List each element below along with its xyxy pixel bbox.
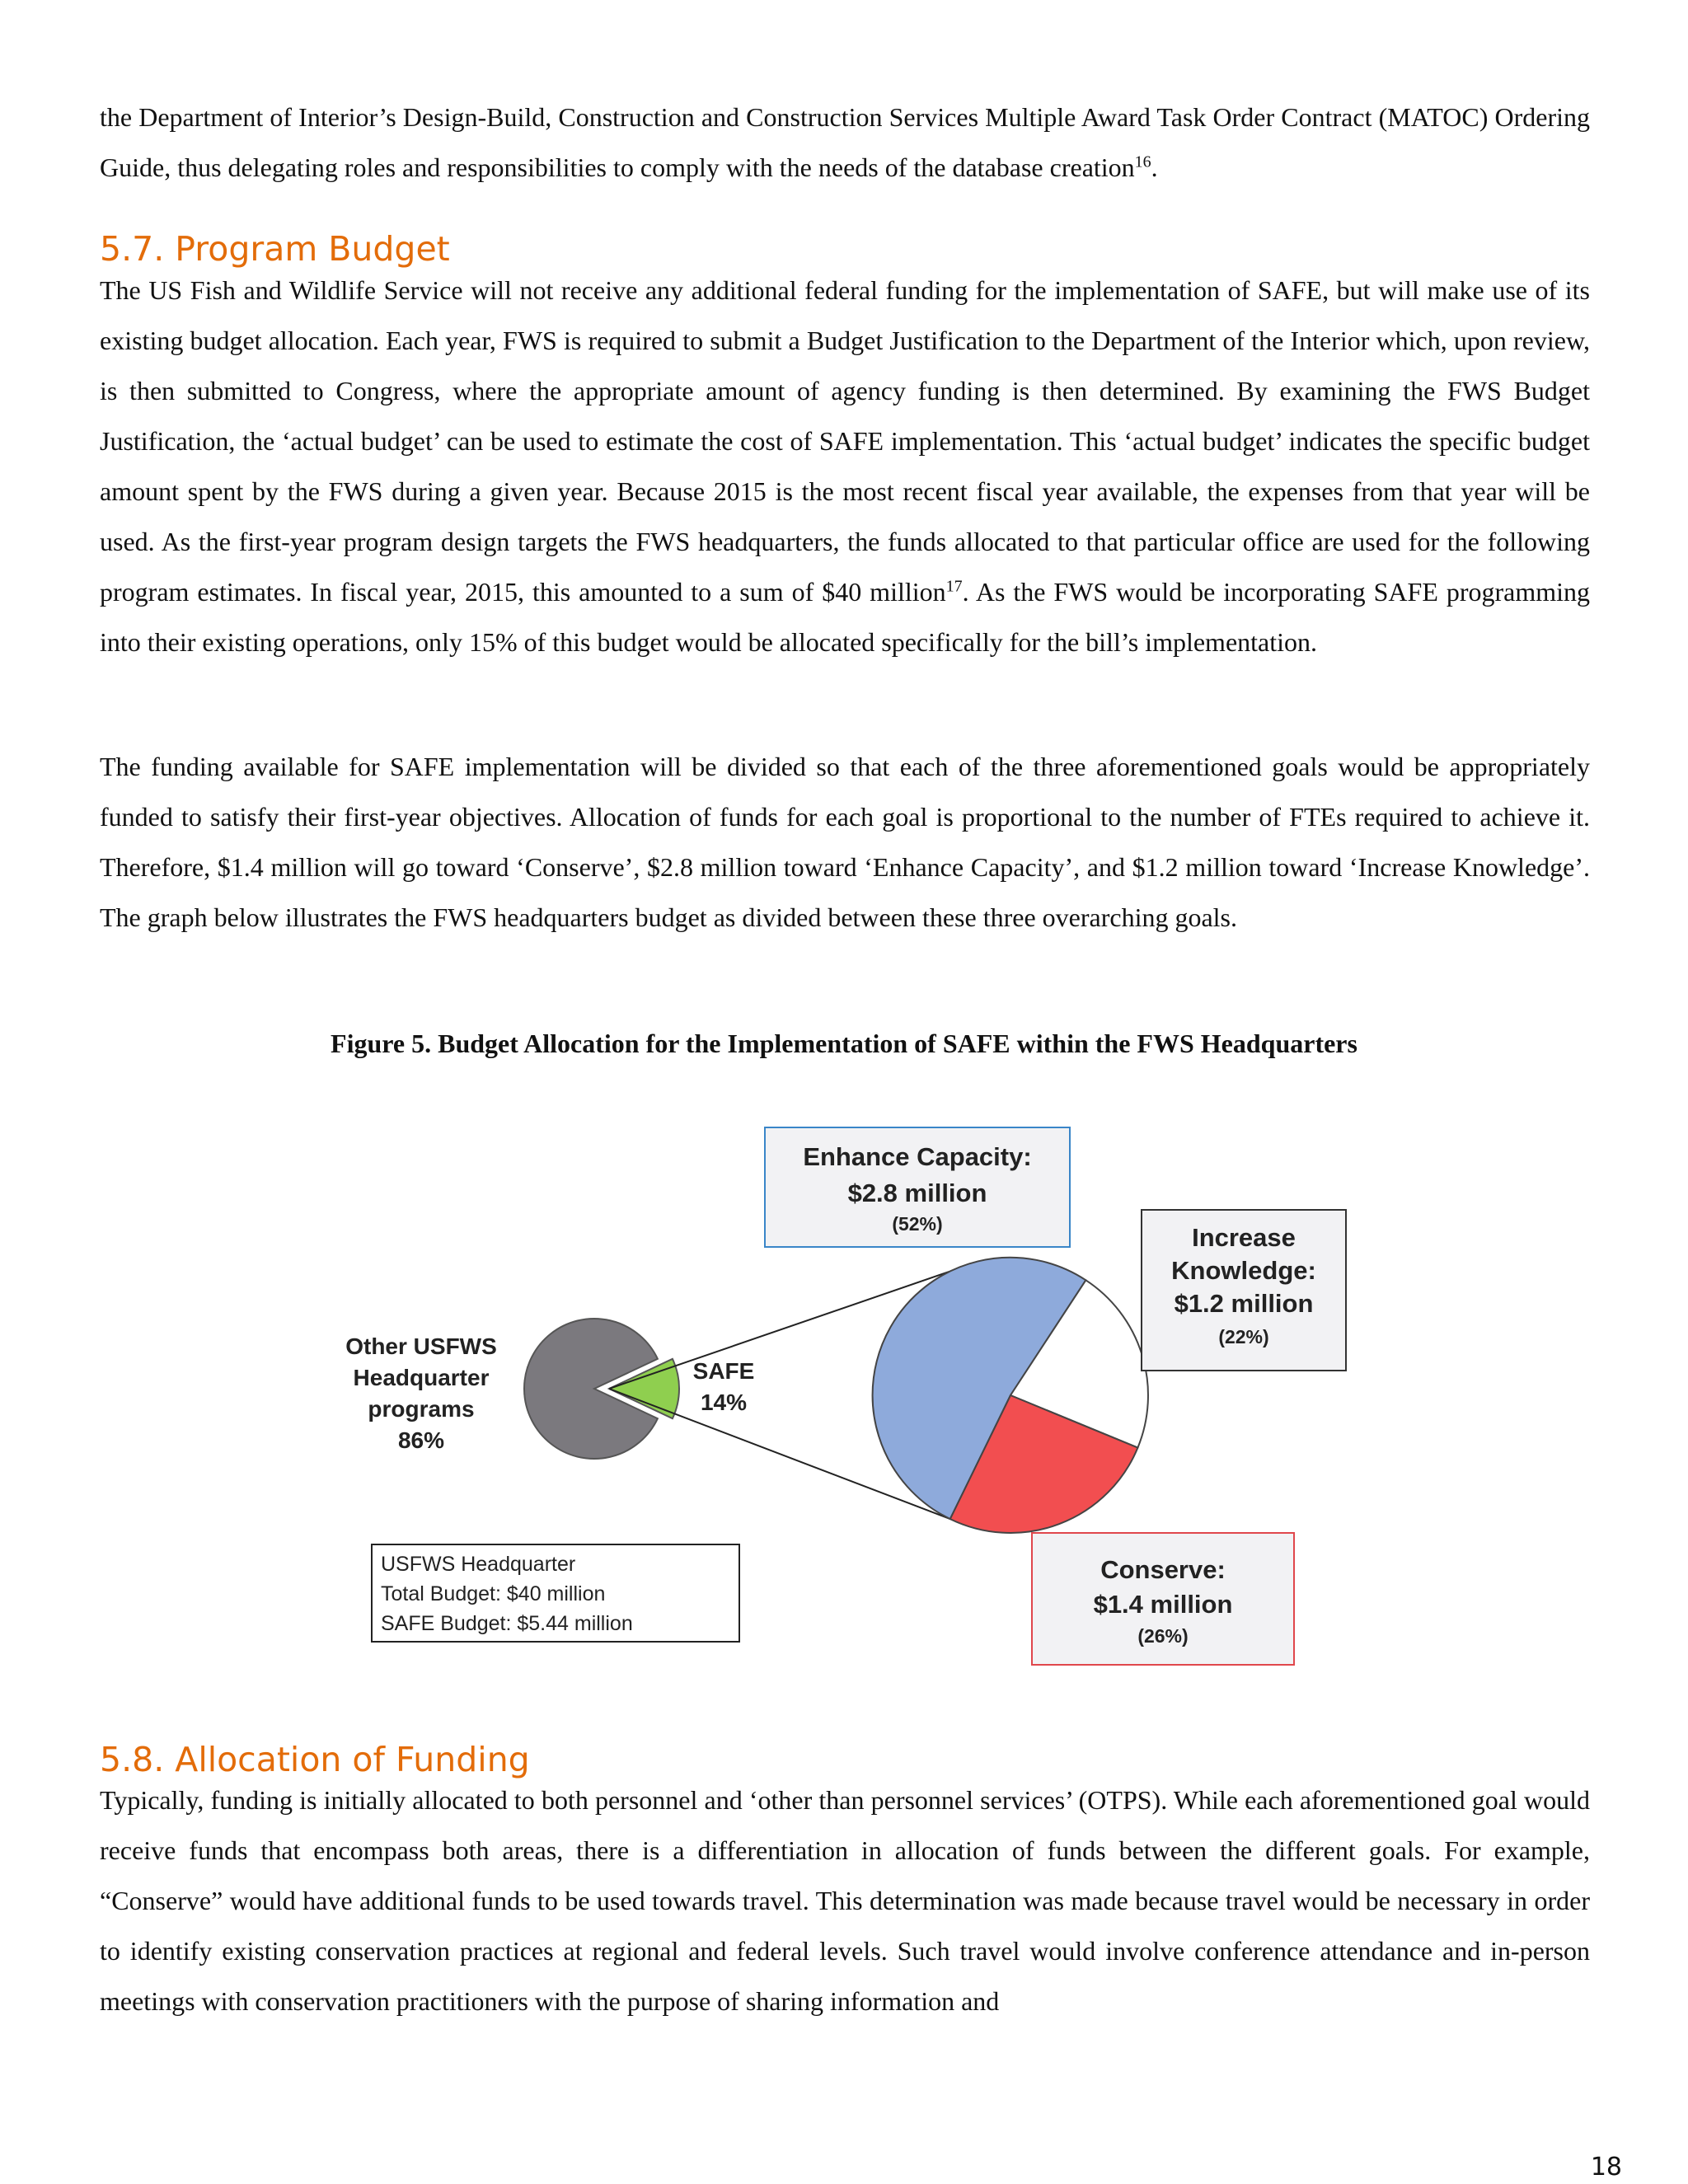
label-other-percent: 86% — [397, 1427, 445, 1453]
program-budget-paragraph-2: The funding available for SAFE implementation will be divided so that each of the three aforementioned goals would be appropriately funded to satisfy their first-year objectives. Allocation of funds for each goal is proportional to the number of FTEs required to achieve it. Therefore, $1.4 million will go toward ‘Conserve’, $2.8 million toward ‘Enhance Capacity’, and $1.2 million toward ‘Increase Knowledge’. The graph below illustrates the FWS headquarters budget as divided between these three overarching goals. — [100, 752, 1590, 932]
enhance-title: Enhance Capacity: — [803, 1142, 1032, 1171]
program-budget-paragraph-1 — [100, 265, 1590, 668]
figure-caption: Figure 5. Budget Allocation for the Implementation of SAFE within the FWS Headquarters — [331, 1029, 1357, 1058]
label-other-line3: programs — [368, 1396, 475, 1422]
footnote-ref-16[interactable]: 16 — [1134, 152, 1151, 171]
page-number: 18 — [1590, 2153, 1622, 2182]
label-safe-name: SAFE — [692, 1358, 755, 1384]
budget-pie-figure — [0, 1104, 1688, 1681]
intro-text: the Department of Interior’s Design-Build, Construction and Construction Services Multiple Award Task Order Contract (MATOC) Ordering Guide, thus delegating roles and responsibilities to comply with the needs of the database creation — [100, 102, 1590, 182]
budget-box-line1: USFWS Headquarter — [381, 1553, 576, 1576]
conserve-title: Conserve: — [1100, 1555, 1226, 1584]
increase-line2: Knowledge: — [1171, 1256, 1316, 1285]
footnote-ref-17[interactable]: 17 — [945, 577, 963, 596]
section-heading-allocation-of-funding: 5.8. Allocation of Funding — [100, 1740, 530, 1779]
label-other-line2: Headquarter — [353, 1365, 490, 1390]
intro-end: . — [1151, 152, 1158, 182]
label-safe-percent: 14% — [700, 1390, 748, 1415]
enhance-amount: $2.8 million — [847, 1179, 987, 1207]
budget-box-line2: Total Budget: $40 million — [381, 1582, 606, 1605]
increase-amount: $1.2 million — [1174, 1289, 1314, 1318]
section-heading-program-budget: 5.7. Program Budget — [100, 229, 450, 269]
increase-line1: Increase — [1192, 1223, 1296, 1252]
allocation-paragraph: Typically, funding is initially allocated to both personnel and ‘other than personnel services’ (OTPS). While each aforementioned goal would receive funds that encompass both areas, there is a differentiation in allocation of funds between the different goals. For example, “Conserve” would have additional funds to be used towards travel. This determination was made because travel would be necessary in order to identify existing conservation practices at regional and federal levels. Such travel would involve conference attendance and in-person meetings with conservation practitioners with the purpose of sharing information and — [100, 1785, 1590, 2016]
conserve-amount: $1.4 million — [1093, 1590, 1233, 1619]
increase-percent: (22%) — [1218, 1326, 1269, 1347]
program-budget-text-2: . As the FWS would be incorporating SAFE programming into their existing operations, only 15% of this budget would be allocated specifically for the bill’s implementation. — [100, 577, 1591, 657]
budget-box-line3: SAFE Budget: $5.44 million — [381, 1612, 633, 1635]
enhance-percent: (52%) — [892, 1213, 943, 1235]
label-other-line1: Other USFWS — [345, 1333, 497, 1359]
program-budget-text-1: The US Fish and Wildlife Service will not receive any additional federal funding for the implementation of SAFE, but will make use of its existing budget allocation. Each year, FWS is required to submit a Budget Justification to the Department of the Interior which, upon review, is then submitted to Congress, where the appropriate amount of agency funding is then determined. By examining the FWS Budget Justification, the ‘actual budget’ can be used to estimate the cost of SAFE implementation. This ‘actual budget’ indicates the specific budget amount spent by the FWS during a given year. Because 2015 is the most recent fiscal year available, the expenses from that year will be used. As the first-year program design targets the FWS headquarters, the funds allocated to that particular office are used for the following program estimates. In fiscal year, 2015, this amounted to a sum of $40 million — [100, 275, 1590, 607]
intro-paragraph — [100, 92, 1590, 193]
conserve-percent: (26%) — [1137, 1625, 1189, 1647]
